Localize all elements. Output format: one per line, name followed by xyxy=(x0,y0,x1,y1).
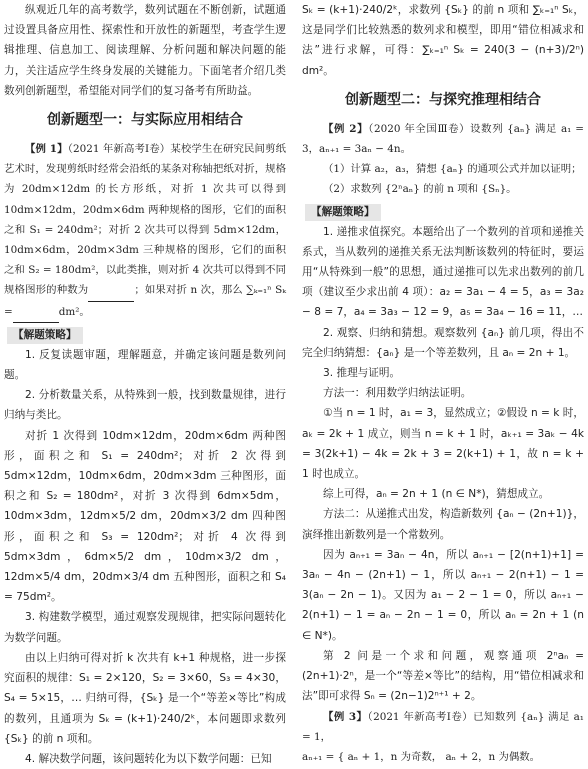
right-column xyxy=(302,0,584,763)
reasoning-step-1: 1. 递推求值探究。本题给出了一个数列的首项和递推关系式，当从数列的递推关系无法判断该数列的特征时，要运用“从特殊到一般”的思想，通过递推可以先求出数列的前几项（建议至少求出前 4 项）：a₂ = 3a₁ − 4 = 5，a₃ = 3a₂ − 8 = 7，a₄ = 3a₃ − 12 = 9，a₅ = 3a₄ − 16 = 11，… xyxy=(302,225,584,319)
example-2-text: （2020 年全国Ⅲ卷）设数列 {aₙ} 满足 a₁ = 3，aₙ₊₁ = 3aₙ − 4n。 xyxy=(302,122,584,156)
example-3-text: （2021 年新高考Ⅰ卷）已知数列 {aₙ} 满足 a₁ = 1， xyxy=(302,710,584,743)
method-one: 方法一：利用数学归纳法证明。 xyxy=(323,387,472,400)
strategy-tag-1: 【解题策略】 xyxy=(7,327,83,344)
reasoning-step-2: 2. 观察、归纳和猜想。观察数列 {aₙ} 前几项，得出不完全归纳猜想：{aₙ} 是一个等差数列，且 aₙ = 2n + 1。 xyxy=(302,326,584,359)
example-3-piecewise: aₙ₊₁ = { aₙ + 1，n 为奇数， aₙ + 2，n 为偶数。 xyxy=(302,750,541,763)
example-2-question-1: （1）计算 a₂，a₃，猜想 {aₙ} 的通项公式并加以证明； xyxy=(323,163,582,176)
example-1-text-c: dm²。 xyxy=(58,305,90,318)
continued-paragraph: Sₖ = (k+1)·240/2ᵏ，求数列 {Sₖ} 的前 n 项和 ∑ₖ₌₁ⁿ Sₖ，这是同学们比较熟悉的数列求和模型，即用“错位相减求和法”进行求解，可得：∑ₖ₌₁ⁿ Sₖ = 240(3 − (n+3)/2ⁿ) dm²。 xyxy=(302,4,584,77)
answer-blank-2 xyxy=(13,302,59,323)
example-1-text-b: ；如果对折 n 次，那么 ∑ₖ₌₁ⁿ Sₖ = xyxy=(4,284,286,318)
strategy-step-3: 3. 构建数学模型，通过观察发现规律，把实际问题转化为数学问题。 xyxy=(4,611,286,644)
example-2-question-2: （2）求数列 {2ⁿaₙ} 的前 n 项和 {Sₙ}。 xyxy=(323,183,517,196)
example-1-label: 【例 1】 xyxy=(25,143,68,156)
left-column xyxy=(4,0,286,765)
section-heading-2: 创新题型二：与探究推理相结合 xyxy=(345,91,541,108)
strategy-detail-1: 对折 1 次得到 10dm×12dm，20dm×6dm 两种图形，面积之和 S₁ = 240dm²；对折 2 次得到 5dm×12dm，10dm×6dm，20dm×3dm 三种图形，面积之和 S₂ = 180dm²，对折 3 次得到 6dm×5dm，10dm×3dm，12dm×5/2 dm，20dm×3/2 dm 四种图形，面积之和 S₃ = 120dm²；对折 4 次得到 5dm×3dm，6dm×5/2 dm，10dm×3/2 dm，12dm×5/4 dm，20dm×3/4 dm 五种图形，面积之和 S₄ = 75dm²。 xyxy=(4,429,286,604)
strategy-tag-2: 【解题策略】 xyxy=(305,204,381,221)
conclusion-1: 综上可得，aₙ = 2n + 1 (n ∈ N*)，猜想成立。 xyxy=(323,488,550,501)
example-1 xyxy=(4,139,286,323)
part-two-sum: 第 2 问是一个求和问题，观察通项 2ⁿaₙ = (2n+1)·2ⁿ，是一个“等差×等比”的结构，用“错位相减求和法”即可求得 Sₙ = (2n−1)2ⁿ⁺¹ + 2。 xyxy=(302,649,584,703)
section-heading-1: 创新题型一：与实际应用相结合 xyxy=(47,112,243,129)
piecewise-case-1: aₙ + 1，n 为奇数， xyxy=(347,750,443,763)
example-3 xyxy=(302,707,584,747)
example-2 xyxy=(302,119,584,159)
method-two-proof: 因为 aₙ₊₁ = 3aₙ − 4n，所以 aₙ₊₁ − [2(n+1)+1] = 3aₙ − 4n − (2n+1) − 1，所以 aₙ₊₁ − 2(n+1) − 1 = 3(aₙ − 2n − 1)。又因为 a₁ − 2 − 1 = 0，所以 aₙ₊₁ − 2(n+1) − 1 = aₙ − 2n − 1 = 0，所以 aₙ = 2n + 1 (n ∈ N*)。 xyxy=(302,548,584,642)
piecewise-lhs: aₙ₊₁ = xyxy=(302,750,335,763)
example-2-label: 【例 2】 xyxy=(323,122,369,135)
strategy-step-4: 4. 解决数学问题，该问题转化为以下数学问题：已知 xyxy=(25,752,272,765)
strategy-detail-2: 由以上归纳可得对折 k 次共有 k+1 种规格，进一步探究面积的规律：S₁ = 2×120，S₂ = 3×60，S₃ = 4×30，S₄ = 5×15，… 归纳可得，{Sₖ} 是一个“等差×等比”构成的数列，且通项为 Sₖ = (k+1)·240/2ᵏ，本问题即求数列 {Sₖ} 的前 n 项和。 xyxy=(4,651,286,745)
method-two: 方法二：从递推式出发，构造新数列 {aₙ − (2n+1)}，演绎推出新数列是一个常数列。 xyxy=(302,508,584,541)
intro-paragraph: 纵观近几年的高考数学，数列试题在不断创新，试题通过设置具备应用性、探索性和开放性的新题型，考查学生逻辑推理、信息加工、阅读理解、分析问题和解决问题的能力，关注适应学生终身发展的关键能力。下面笔者介绍几类数列创新题型，希望能对同学们的复习备考有所助益。 xyxy=(4,4,286,97)
strategy-step-2: 2. 分析数量关系，从特殊到一般，找到数量规律，进行归纳与类比。 xyxy=(4,389,286,422)
answer-blank-1 xyxy=(88,280,134,301)
induction-proof: ①当 n = 1 时，a₁ = 3，显然成立；②假设 n = k 时，aₖ = 2k + 1 成立，则当 n = k + 1 时，aₖ₊₁ = 3aₖ − 4k = 3(2k+1) − 4k = 2k + 3 = 2(k+1) + 1，故 n = k + 1 时也成立。 xyxy=(302,407,584,481)
example-1-text: （2021 年新高考Ⅰ卷）某校学生在研究民间剪纸艺术时，发现剪纸时经常会沿纸的某条对称轴把纸对折，规格为 20dm×12dm 的长方形纸，对折 1 次共可以得到 10dm×12dm，20dm×6dm 两种规格的图形，它们的面积之和 S₁ = 240dm²；对折 2 次共可以得到 5dm×12dm，10dm×6dm，20dm×3dm 三种规格的图形，它们的面积之和 S₂ = 180dm²，以此类推，则对折 4 次共可以得到不同规格图形的种数为 xyxy=(4,143,286,297)
example-3-label: 【例 3】 xyxy=(323,710,368,723)
piecewise-case-2: aₙ + 2，n 为偶数。 xyxy=(445,750,541,763)
reasoning-step-3: 3. 推理与证明。 xyxy=(323,367,401,380)
strategy-step-1: 1. 反复读题审题，理解题意，并确定该问题是数列问题。 xyxy=(4,348,286,382)
